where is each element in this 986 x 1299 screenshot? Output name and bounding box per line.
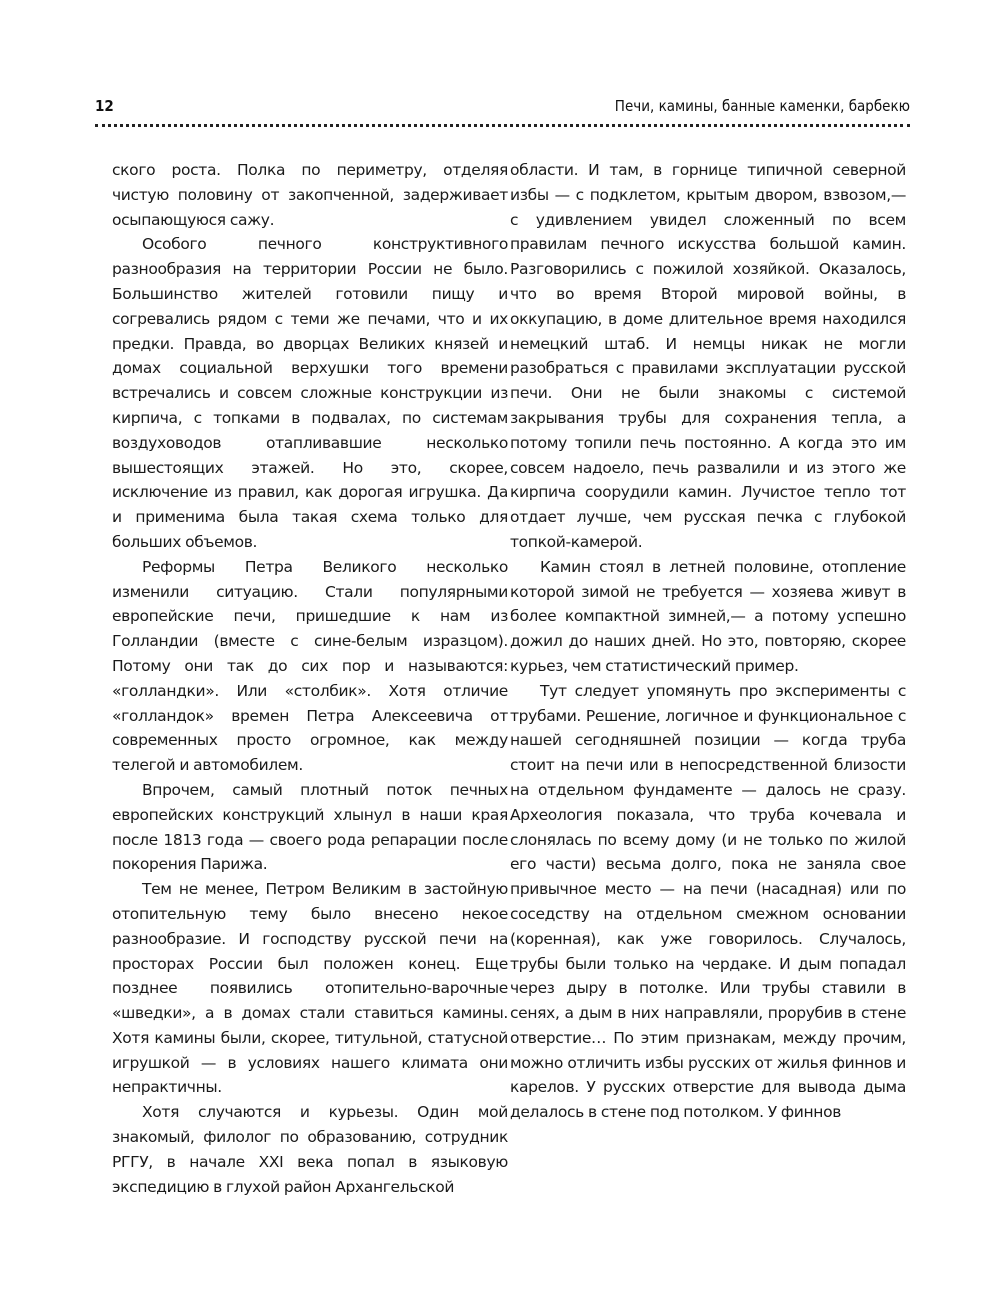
paragraph: Тем не менее, Петром Великим в застойную отопительную тему было внесено некое разнообразие. И господству русской печи на просторах России был положен конец. Еще позднее появились отопительно-варочные «шведки», а в домах стали ставиться камины. Хотя камины были, скорее, титульной, статусной игрушкой — в условиях нашего климата они непрактичны. <box>112 880 508 1097</box>
header-divider <box>95 124 910 127</box>
running-title: Печи, камины, банные каменки, барбекю <box>614 97 910 115</box>
paragraph: Тут следует упомянуть про эксперименты с трубами. Решение, логичное и функциональное с нашей сегодняшней позиции — когда труба стоит на печи или в непосредственной близости на отдельном фундаменте — далось не сразу. Археология показала, что труба кочевала и слонялась по всему дому (и не только по жилой его части) весьма долго, пока не заняла свое привычное место — на печи (насадная) или по соседству на отдельном смежном основании (коренная), как уже говорилось. Случалось, трубы были только на чердаке. И дым попадал через дыру в потолке. Или трубы ставили в сенях, а дым в них направляли, прорубив в стене отверстие… По этим признакам, между прочим, можно отличить избы русских от жилья финнов и карелов. У русских отверстие для вывода дыма делалось в стене под потолком. У финнов <box>510 681 906 1122</box>
page-header <box>95 97 910 119</box>
paragraph: ского роста. Полка по периметру, отделяя чистую половину от закопченной, задерживает осыпающуюся сажу. <box>112 161 508 229</box>
paragraph: Хотя случаются и курьезы. Один мой знакомый, филолог по образованию, сотрудник РГГУ, в начале XXI века попал в языковую экспедицию в глухой район Архангельской <box>112 1103 508 1196</box>
paragraph: Камин стоял в летней половине, отопление которой зимой не требуется — хозяева живут в более компактной зимней,— а потому успешно дожил до наших дней. Но это, повторяю, скорее курьез, чем статистический пример. <box>510 557 906 675</box>
left-text-column <box>112 158 508 1199</box>
paragraph: Впрочем, самый плотный поток печных европейских конструкций хлынул в наши края после 1813 года — своего рода репарации после покорения Парижа. <box>112 780 508 874</box>
paragraph: Особого печного конструктивного разнообразия на территории России не было. Большинство жителей готовили пищу и согревались рядом с теми же печами, что и их предки. Правда, во дворцах Великих князей и домах социальной верхушки того времени встречались и совсем сложные конструкции из кирпича, с топками в подвалах, по системам воздуховодов отапливавшие несколько вышестоящих этажей. Но это, скорее, исключение из правил, как дорогая игрушка. Да и применима была такая схема только для больших объемов. <box>112 235 508 551</box>
paragraph: Реформы Петра Великого несколько изменили ситуацию. Стали популярными европейские печи, пришедшие к нам из Голландии (вместе с сине-белым изразцом). Потому они так до сих пор и называются: «голландки». Или «столбик». Хотя отличие «голландок» времен Петра Алексеевича от современных просто огромное, как между телегой и автомобилем. <box>112 557 508 775</box>
page-number: 12 <box>95 97 114 115</box>
paragraph: области. И там, в горнице типичной северной избы — с подклетом, крытым двором, взвозом,— с удивлением увидел сложенный по всем правилам печного искусства большой камин. Разговорились с пожилой хозяйкой. Оказалось, что во время Второй мировой войны, в оккупацию, в доме длительное время находился немецкий штаб. И немцы никак не могли разобраться с правилами эксплуатации русской печи. Они не были знакомы с системой закрывания трубы для сохранения тепла, а потому топили печь постоянно. А когда это им совсем надоело, печь развалили и из этого же кирпича соорудили камин. Лучистое тепло тот отдает лучше, чем русская печка с глубокой топкой-камерой. <box>510 161 906 551</box>
right-text-column <box>510 158 906 1125</box>
